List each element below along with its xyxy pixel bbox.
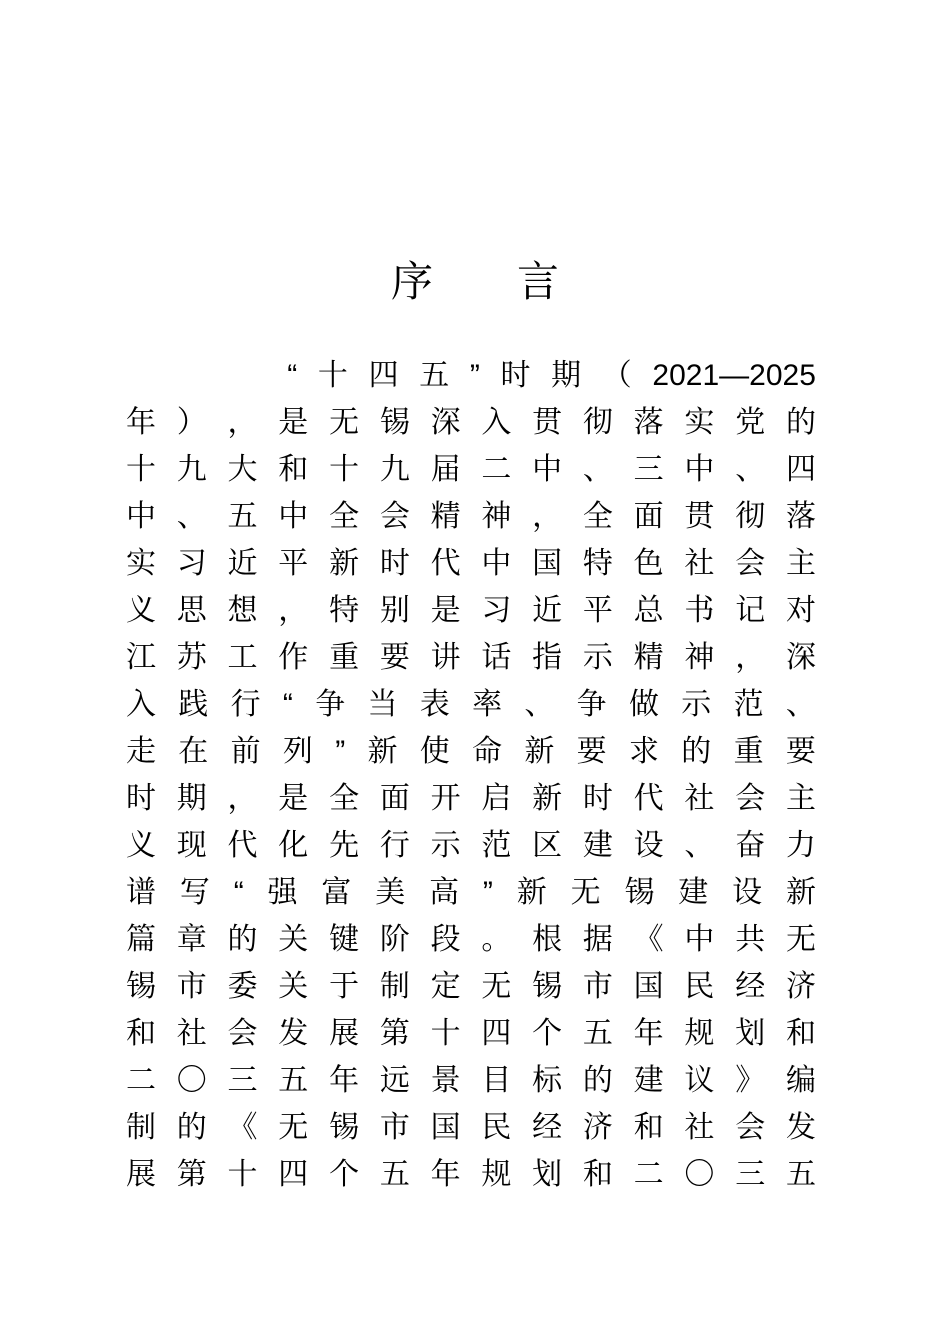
text-char: ， [532, 500, 563, 533]
text-char: 重 [733, 735, 764, 768]
text-char: 是 [278, 782, 309, 815]
text-char: 全 [329, 500, 360, 533]
text-char: 十 [227, 1158, 258, 1191]
text-char: ， [227, 782, 258, 815]
text-char: 想 [227, 594, 258, 627]
text-char: 彻 [582, 406, 613, 439]
text-char: 平 [278, 547, 309, 580]
text-line [126, 1010, 816, 1057]
preface-paragraph [126, 352, 816, 1198]
text-char: 贯 [532, 406, 563, 439]
text-char: 美 [375, 876, 406, 909]
text-char: 中 [532, 453, 563, 486]
text-char: 委 [227, 970, 258, 1003]
text-line [126, 587, 816, 634]
text-line [126, 399, 816, 446]
text-char: 、 [684, 829, 715, 862]
text-char: 设 [732, 876, 763, 909]
text-char: 近 [532, 594, 563, 627]
text-char: 讲 [430, 641, 461, 674]
text-char: 作 [278, 641, 309, 674]
text-char: 中 [684, 923, 715, 956]
text-char: 要 [576, 735, 607, 768]
text-char: 和 [785, 1017, 816, 1050]
text-char: 、 [785, 688, 816, 721]
text-char: 制 [126, 1111, 156, 1144]
title-block [0, 228, 950, 336]
text-line [126, 1104, 816, 1151]
text-char: 于 [329, 970, 360, 1003]
text-char: 入 [126, 688, 156, 721]
text-char: 中 [684, 453, 715, 486]
text-char: 个 [532, 1017, 563, 1050]
text-char: 关 [278, 970, 309, 1003]
text-line [126, 352, 816, 399]
text-line [126, 775, 816, 822]
text-char: 年 [126, 406, 156, 439]
text-char: 面 [379, 782, 410, 815]
text-char: 书 [684, 594, 715, 627]
text-char: 实 [684, 406, 715, 439]
text-char: ” [469, 359, 480, 392]
text-char: 会 [735, 782, 766, 815]
text-char: 市 [379, 1111, 410, 1144]
text-char: 启 [481, 782, 512, 815]
text-char: 划 [532, 1158, 563, 1191]
text-char: 争 [576, 688, 607, 721]
text-char: 三 [633, 453, 664, 486]
text-char: ） [176, 406, 207, 439]
text-char: 行 [379, 829, 410, 862]
text-char: 建 [633, 1064, 664, 1097]
page-title: 序 言 [390, 258, 559, 306]
text-char: 现 [176, 829, 207, 862]
text-char: 根 [532, 923, 563, 956]
text-char: 。 [481, 923, 512, 956]
text-char: 色 [633, 547, 664, 580]
text-char: 社 [684, 1111, 715, 1144]
text-char: ， [735, 641, 766, 674]
text-char: 和 [633, 1111, 664, 1144]
text-char: 时 [126, 782, 156, 815]
text-char: 要 [785, 735, 816, 768]
text-line [126, 540, 816, 587]
text-char: 社 [684, 782, 715, 815]
text-char: 十 [329, 453, 360, 486]
text-char: ， [227, 406, 258, 439]
text-char: 命 [472, 735, 503, 768]
text-line [126, 1057, 816, 1104]
latin-run: 2021—2025 [652, 359, 816, 392]
text-char: 设 [633, 829, 664, 862]
text-char: 规 [684, 1017, 715, 1050]
text-char: 深 [430, 406, 461, 439]
text-char: 二 [633, 1158, 664, 1191]
text-char: 三 [227, 1064, 258, 1097]
text-char: 列 [282, 735, 313, 768]
text-char: 落 [633, 406, 664, 439]
text-char: 区 [532, 829, 563, 862]
text-char: 习 [481, 594, 512, 627]
text-char: 习 [176, 547, 207, 580]
text-char: 会 [379, 500, 410, 533]
text-char: 会 [735, 1111, 766, 1144]
text-char: 力 [785, 829, 816, 862]
text-char: 大 [227, 453, 258, 486]
text-char: 四 [785, 453, 816, 486]
text-char: 会 [227, 1017, 258, 1050]
text-char: 高 [429, 876, 460, 909]
text-char: 、 [582, 453, 613, 486]
text-char: 彻 [735, 500, 766, 533]
text-char: 义 [126, 829, 156, 862]
text-char: 工 [227, 641, 258, 674]
text-line [126, 963, 816, 1010]
text-char: 走 [126, 735, 156, 768]
line-indent [126, 352, 186, 399]
text-line [126, 446, 816, 493]
text-char: 国 [633, 970, 664, 1003]
text-char: 别 [379, 594, 410, 627]
text-char: 二 [481, 453, 512, 486]
text-char: 落 [785, 500, 816, 533]
text-char: 求 [628, 735, 659, 768]
text-char: 阶 [379, 923, 410, 956]
text-char: 时 [500, 359, 531, 392]
text-char: 代 [633, 782, 664, 815]
text-char: 江 [126, 641, 156, 674]
text-char: 的 [227, 923, 258, 956]
text-char: 三 [735, 1158, 766, 1191]
text-char: 年 [329, 1064, 360, 1097]
text-char: 二 [126, 1064, 156, 1097]
text-char: 发 [785, 1111, 816, 1144]
text-char: 要 [379, 641, 410, 674]
text-char: 目 [481, 1064, 512, 1097]
text-char: 代 [430, 547, 461, 580]
text-char: 五 [278, 1064, 309, 1097]
text-char: 和 [278, 453, 309, 486]
text-char: 国 [430, 1111, 461, 1144]
text-char: 建 [582, 829, 613, 862]
text-char: 开 [430, 782, 461, 815]
text-char: 社 [684, 547, 715, 580]
text-char: 期 [176, 782, 207, 815]
text-line [126, 869, 816, 916]
text-char: 五 [785, 1158, 816, 1191]
text-line [126, 822, 816, 869]
text-char: 远 [379, 1064, 410, 1097]
text-char: 使 [419, 735, 450, 768]
text-char: 时 [379, 547, 410, 580]
text-char: “ [287, 359, 298, 392]
text-char: 先 [329, 829, 360, 862]
text-char: 新 [367, 735, 398, 768]
text-char: 年 [633, 1017, 664, 1050]
text-char: 总 [633, 594, 664, 627]
text-char: 无 [570, 876, 601, 909]
text-char: 新 [785, 876, 816, 909]
text-char: 平 [582, 594, 613, 627]
text-char: 届 [430, 453, 461, 486]
text-char: 段 [430, 923, 461, 956]
text-char: 率 [472, 688, 503, 721]
text-char: 锡 [126, 970, 156, 1003]
text-char: 年 [430, 1158, 461, 1191]
text-char: 五 [379, 1158, 410, 1191]
text-char: 指 [532, 641, 563, 674]
text-char: 争 [315, 688, 346, 721]
text-char: 践 [178, 688, 209, 721]
text-char: 十 [430, 1017, 461, 1050]
text-char: 、 [524, 688, 555, 721]
text-char: 制 [379, 970, 410, 1003]
text-char: 市 [176, 970, 207, 1003]
text-char: 经 [735, 970, 766, 1003]
text-char: 建 [678, 876, 709, 909]
text-char: 》 [735, 1064, 766, 1097]
text-char: 锡 [379, 406, 410, 439]
text-char: 中 [481, 547, 512, 580]
text-char: 的 [582, 1064, 613, 1097]
text-char: ” [335, 735, 346, 768]
text-char: 规 [481, 1158, 512, 1191]
text-char: 议 [684, 1064, 715, 1097]
text-char: 键 [329, 923, 360, 956]
text-char: 对 [785, 594, 816, 627]
text-char: 特 [329, 594, 360, 627]
text-line [126, 634, 816, 681]
text-char: “ [233, 876, 244, 909]
text-char: 五 [227, 500, 258, 533]
text-char: 标 [532, 1064, 563, 1097]
text-char: 九 [176, 453, 207, 486]
text-char: 苏 [176, 641, 207, 674]
text-char: 做 [628, 688, 659, 721]
text-char: 记 [735, 594, 766, 627]
text-char: 实 [126, 547, 156, 580]
text-char: 主 [785, 547, 816, 580]
text-char: 〇 [684, 1158, 715, 1191]
text-char: 期 [551, 359, 582, 392]
text-char: 特 [582, 547, 613, 580]
text-char: 思 [176, 594, 207, 627]
text-char: 展 [126, 1158, 156, 1191]
line-indent [207, 352, 267, 399]
text-char: 和 [582, 1158, 613, 1191]
text-char: 发 [278, 1017, 309, 1050]
text-char: 强 [267, 876, 298, 909]
text-char: 国 [532, 547, 563, 580]
text-char: 前 [230, 735, 261, 768]
text-char: 〇 [176, 1064, 207, 1097]
text-char: 划 [735, 1017, 766, 1050]
text-char: 无 [278, 1111, 309, 1144]
text-char: 篇 [126, 923, 156, 956]
text-char: 景 [430, 1064, 461, 1097]
text-line [126, 1151, 816, 1198]
text-char: 无 [785, 923, 816, 956]
text-line [126, 681, 816, 728]
body-text-block [126, 352, 816, 1198]
text-char: 全 [329, 782, 360, 815]
text-char: 表 [419, 688, 450, 721]
text-char: 济 [785, 970, 816, 1003]
text-char: 锡 [329, 1111, 360, 1144]
text-char: 话 [481, 641, 512, 674]
text-char: 神 [684, 641, 715, 674]
text-char: 四 [481, 1017, 512, 1050]
text-char: 新 [516, 876, 547, 909]
text-char: 化 [278, 829, 309, 862]
text-char: 代 [227, 829, 258, 862]
text-char: 十 [126, 453, 156, 486]
text-char: 第 [176, 1158, 207, 1191]
text-char: 个 [329, 1158, 360, 1191]
text-char: 神 [481, 500, 512, 533]
text-char: 主 [785, 782, 816, 815]
text-char: 是 [430, 594, 461, 627]
text-char: 深 [785, 641, 816, 674]
text-char: 四 [368, 359, 399, 392]
text-char: 党 [735, 406, 766, 439]
text-char: 中 [278, 500, 309, 533]
text-char: 的 [785, 406, 816, 439]
text-char: 谱 [126, 876, 156, 909]
text-char: 时 [582, 782, 613, 815]
text-char: 范 [481, 829, 512, 862]
text-char: ， [278, 594, 309, 627]
text-char: 当 [367, 688, 398, 721]
text-char: 贯 [684, 500, 715, 533]
text-char: 示 [582, 641, 613, 674]
text-char: 四 [278, 1158, 309, 1191]
text-char: 入 [481, 406, 512, 439]
text-char: 的 [681, 735, 712, 768]
text-char: “ [282, 688, 293, 721]
text-char: 市 [582, 970, 613, 1003]
text-char: 展 [329, 1017, 360, 1050]
text-char: 十 [317, 359, 348, 392]
text-char: 编 [785, 1064, 816, 1097]
text-char: 全 [582, 500, 613, 533]
text-char: ” [482, 876, 493, 909]
text-char: 第 [379, 1017, 410, 1050]
text-char: 民 [481, 1111, 512, 1144]
text-char: 、 [176, 500, 207, 533]
text-char: 章 [176, 923, 207, 956]
text-char: 新 [524, 735, 555, 768]
text-char: 、 [735, 453, 766, 486]
text-char: 行 [230, 688, 261, 721]
text-char: 精 [430, 500, 461, 533]
text-char: 示 [681, 688, 712, 721]
text-char: 的 [176, 1111, 207, 1144]
text-char: 《 [227, 1111, 258, 1144]
text-char: 新 [329, 547, 360, 580]
text-char: 是 [278, 406, 309, 439]
text-line [126, 728, 816, 775]
text-char: 共 [735, 923, 766, 956]
text-char: 义 [126, 594, 156, 627]
text-char: 示 [430, 829, 461, 862]
text-char: 奋 [735, 829, 766, 862]
text-char: （ [601, 359, 632, 392]
text-char: 九 [379, 453, 410, 486]
text-char: 写 [179, 876, 210, 909]
text-char: 重 [329, 641, 360, 674]
text-char: 锡 [532, 970, 563, 1003]
text-char: 关 [278, 923, 309, 956]
text-char: 五 [582, 1017, 613, 1050]
text-line [126, 916, 816, 963]
text-char: 精 [633, 641, 664, 674]
text-char: 民 [684, 970, 715, 1003]
text-char: 富 [321, 876, 352, 909]
text-char: 面 [633, 500, 664, 533]
text-char: 五 [419, 359, 450, 392]
text-char: 和 [126, 1017, 156, 1050]
text-char: 锡 [624, 876, 655, 909]
text-char: 范 [733, 688, 764, 721]
text-char: 无 [329, 406, 360, 439]
text-char: 新 [532, 782, 563, 815]
text-char: 《 [633, 923, 664, 956]
text-char: 会 [735, 547, 766, 580]
text-line [126, 493, 816, 540]
text-char: 中 [126, 500, 156, 533]
text-char: 无 [481, 970, 512, 1003]
text-char: 近 [227, 547, 258, 580]
text-char: 在 [178, 735, 209, 768]
text-char: 据 [582, 923, 613, 956]
text-char: 经 [532, 1111, 563, 1144]
text-char: 定 [430, 970, 461, 1003]
text-char: 社 [176, 1017, 207, 1050]
text-char: 济 [582, 1111, 613, 1144]
